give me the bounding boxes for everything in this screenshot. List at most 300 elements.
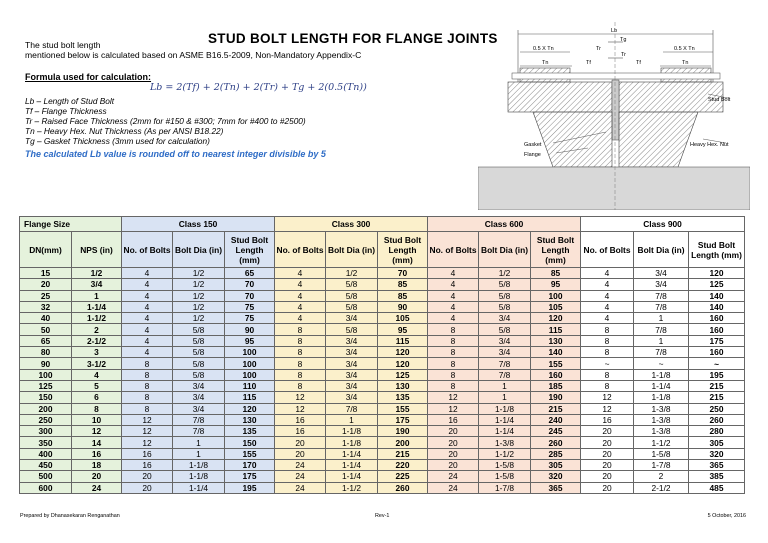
table-row [20,358,745,369]
table-cell: 1/2 [173,290,225,301]
table-cell: 12 [581,392,634,403]
table-cell: 85 [378,279,428,290]
table-cell: 305 [689,437,745,448]
table-cell: 5/8 [173,347,225,358]
table-cell: 5/8 [479,290,531,301]
header-c900-dia: Bolt Dia (in) [634,232,689,268]
table-cell: 25 [20,290,72,301]
label-lb: Lb [611,28,618,34]
label-tr-top: Tr [596,46,601,52]
table-cell: 50 [20,324,72,335]
table-cell: 7/8 [479,369,531,380]
table-body [20,268,745,494]
table-row [20,403,745,414]
flange-joint-diagram [478,22,750,210]
table-cell: 16 [275,414,326,425]
table-cell: 100 [225,358,275,369]
table-cell: 1 [634,313,689,324]
table-cell: 305 [531,460,581,471]
table-cell: 4 [122,268,173,279]
table-cell: 70 [378,268,428,279]
table-cell: 175 [225,471,275,482]
label-half-tn-right: 0.5 X Tn [674,46,695,52]
table-cell: 24 [275,460,326,471]
table-cell: 120 [378,347,428,358]
table-cell: 4 [428,268,479,279]
table-cell: 120 [225,403,275,414]
table-cell: 450 [20,460,72,471]
table-row [20,290,745,301]
table-cell: 135 [225,426,275,437]
table-cell: 115 [531,324,581,335]
table-cell: 4 [428,290,479,301]
table-cell: 16 [122,448,173,459]
table-cell: 260 [378,482,428,493]
table-cell: 5/8 [173,369,225,380]
table-cell: 8 [428,358,479,369]
table-cell: 8 [122,392,173,403]
table-cell: 8 [275,358,326,369]
table-cell: 3/4 [173,403,225,414]
table-cell: 14 [72,437,122,448]
table-cell: 245 [531,426,581,437]
table-cell: 20 [581,437,634,448]
formula-heading: Formula used for calculation: [25,72,152,82]
header-c150-dia: Bolt Dia (in) [173,232,225,268]
table-cell: 160 [689,324,745,335]
table-cell: 5/8 [326,301,378,312]
label-tn-left: Tn [542,60,549,66]
table-cell: 350 [20,437,72,448]
table-cell: 600 [20,482,72,493]
table-cell: 12 [428,392,479,403]
table-cell: 1 [72,290,122,301]
table-cell: 75 [225,301,275,312]
label-tf-left: Tf [586,60,591,66]
table-cell: 4 [581,301,634,312]
table-cell: 240 [531,414,581,425]
definition-tg: Tg – Gasket Thickness (3mm used for calculation) [25,136,210,146]
table-cell: 1/2 [326,268,378,279]
table-cell: 120 [378,358,428,369]
footer-date: 5 October, 2016 [707,513,746,519]
table-cell: 3/4 [326,380,378,391]
table-cell: 4 [581,290,634,301]
table-cell: 4 [581,279,634,290]
table-cell: 8 [581,347,634,358]
table-cell: 190 [378,426,428,437]
label-tg: Tg [620,37,627,43]
header-c150-length: Stud Bolt Length (mm) [225,232,275,268]
header-c900-bolts: No. of Bolts [581,232,634,268]
table-cell: 5/8 [479,279,531,290]
table-cell: 8 [275,324,326,335]
intro-line-1: The stud bolt length [25,40,101,50]
table-row [20,392,745,403]
table-cell: 1/2 [173,313,225,324]
table-cell: 105 [378,313,428,324]
table-cell: 20 [581,426,634,437]
table-cell: 7/8 [634,301,689,312]
table-cell: 7/8 [634,290,689,301]
table-row [20,313,745,324]
table-cell: 2 [634,471,689,482]
table-cell: 105 [531,301,581,312]
table-cell: 8 [275,380,326,391]
table-cell: 500 [20,471,72,482]
table-cell: 215 [689,380,745,391]
table-row [20,279,745,290]
table-cell: 1-3/8 [634,414,689,425]
table-cell: 1 [634,335,689,346]
table-cell: 115 [378,335,428,346]
table-cell: 3/4 [326,358,378,369]
header-c600-bolts: No. of Bolts [428,232,479,268]
table-cell: 300 [20,426,72,437]
table-cell: 8 [275,335,326,346]
label-tr-mid: Tr [621,52,626,58]
table-cell: 215 [689,392,745,403]
table-cell: 220 [378,460,428,471]
table-cell: 1-1/2 [479,448,531,459]
table-cell: 24 [428,471,479,482]
table-row [20,426,745,437]
table-cell: 110 [225,380,275,391]
header-c600-dia: Bolt Dia (in) [479,232,531,268]
table-cell: 3/4 [326,335,378,346]
table-cell: 100 [20,369,72,380]
table-cell: 24 [72,482,122,493]
table-cell: 75 [225,313,275,324]
table-cell: 1-3/8 [634,426,689,437]
header-c300-dia: Bolt Dia (in) [326,232,378,268]
table-cell: 4 [72,369,122,380]
table-cell: 95 [225,335,275,346]
table-cell: 70 [225,279,275,290]
table-cell: 65 [20,335,72,346]
table-cell: 16 [581,414,634,425]
table-cell: 16 [428,414,479,425]
table-cell: 15 [20,268,72,279]
table-cell: 20 [428,460,479,471]
table-row [20,482,745,493]
table-cell: 1/2 [173,279,225,290]
table-cell: 1/2 [173,268,225,279]
table-cell: 1-1/8 [326,437,378,448]
header-c300-length: Stud Bolt Length (mm) [378,232,428,268]
label-tn-right: Tn [682,60,689,66]
table-cell: 280 [689,426,745,437]
table-cell: 8 [275,369,326,380]
definitions [25,96,306,146]
table-cell: 3/4 [326,347,378,358]
table-cell: 5/8 [173,324,225,335]
table-cell: 95 [531,279,581,290]
table-cell: 130 [378,380,428,391]
table-row [20,437,745,448]
table-cell: 215 [378,448,428,459]
table-cell: 200 [20,403,72,414]
table-cell: 100 [225,369,275,380]
table-cell: 4 [581,313,634,324]
label-heavy-hex-nut: Heavy Hex. Nut [690,142,729,148]
table-cell: 200 [378,437,428,448]
table-cell: 5/8 [326,324,378,335]
table-cell: 100 [531,290,581,301]
table-cell: 7/8 [634,324,689,335]
table-cell: 400 [20,448,72,459]
table-cell: 1-7/8 [479,482,531,493]
table-cell: 5/8 [173,358,225,369]
table-cell: 115 [225,392,275,403]
table-cell: 20 [428,426,479,437]
table-cell: 24 [275,482,326,493]
definition-lb: Lb – Length of Stud Bolt [25,96,115,106]
table-cell: 12 [275,403,326,414]
table-cell: 260 [531,437,581,448]
table-cell: 1-5/8 [479,460,531,471]
definition-tf: Tf – Flange Thickness [25,106,107,116]
table-row [20,414,745,425]
table-cell: 8 [122,358,173,369]
rounding-note: The calculated Lb value is rounded off to nearest integer divisible by 5 [25,149,326,159]
table-cell: 20 [275,448,326,459]
formula: Lb = 2(Tf) + 2(Tn) + 2(Tr) + Tg + 2(0.5(Tn)) [150,82,367,93]
table-cell: 155 [378,403,428,414]
table-cell: 16 [275,426,326,437]
table-cell: 20 [581,448,634,459]
table-cell: 175 [689,335,745,346]
table-cell: 1-1/8 [173,471,225,482]
definition-tr: Tr – Raised Face Thickness (2mm for #150 & #300; 7mm for #400 to #2500) [25,116,306,126]
table-cell: 20 [581,460,634,471]
table-cell: 1-1/4 [326,460,378,471]
table-cell: 90 [378,301,428,312]
table-cell: 4 [122,301,173,312]
header-flange-size: Flange Size [20,217,122,232]
table-cell: 1 [173,448,225,459]
table-cell: 4 [122,279,173,290]
table-cell: 250 [689,403,745,414]
header-nps: NPS (in) [72,232,122,268]
table-cell: 7/8 [173,426,225,437]
table-cell: 1-1/8 [173,460,225,471]
table-cell: 90 [20,358,72,369]
table-cell: 7/8 [479,358,531,369]
table-cell: 1-1/8 [634,369,689,380]
table-cell: 1-1/4 [173,482,225,493]
table-cell: 385 [689,471,745,482]
table-cell: 3/4 [326,313,378,324]
table-cell: 250 [20,414,72,425]
table-cell: 170 [225,460,275,471]
table-cell: 24 [275,471,326,482]
table-cell: 20 [275,437,326,448]
table-cell: 3/4 [479,335,531,346]
table-cell: 1-1/4 [326,471,378,482]
table-cell: 85 [378,290,428,301]
table-cell: 5/8 [326,290,378,301]
table-cell: 225 [378,471,428,482]
table-cell: 285 [531,448,581,459]
table-cell: 20 [428,437,479,448]
table-cell: 140 [531,347,581,358]
table-cell: 85 [531,268,581,279]
table-cell: 185 [531,380,581,391]
header-c150-bolts: No. of Bolts [122,232,173,268]
table-cell: 2 [72,324,122,335]
table-cell: 20 [428,448,479,459]
table-cell: 18 [72,460,122,471]
table-cell: 20 [122,471,173,482]
table-cell: 8 [275,347,326,358]
header-class-150: Class 150 [122,217,275,232]
table-row [20,268,745,279]
table-cell: 1-1/4 [634,380,689,391]
table-cell: 20 [122,482,173,493]
table-cell: 4 [122,313,173,324]
table-cell: 160 [531,369,581,380]
table-cell: 40 [20,313,72,324]
table-cell: 3/4 [479,313,531,324]
table-cell: 195 [689,369,745,380]
label-flange: Flange [524,152,541,158]
table-cell: 195 [225,482,275,493]
table-cell: 4 [275,313,326,324]
table-cell: 4 [122,290,173,301]
table-cell: 4 [122,324,173,335]
table-cell: 155 [531,358,581,369]
table-cell: 8 [428,380,479,391]
table-cell: 1-1/4 [72,301,122,312]
header-class-600: Class 600 [428,217,581,232]
table-cell: 1-1/4 [479,426,531,437]
table-cell: 12 [428,403,479,414]
table-cell: 3/4 [634,268,689,279]
table-cell: 8 [428,335,479,346]
table-cell: 8 [122,403,173,414]
table-cell: 140 [689,290,745,301]
table-cell: 80 [20,347,72,358]
header-c600-length: Stud Bolt Length (mm) [531,232,581,268]
table-cell: 3/4 [173,392,225,403]
table-cell: 8 [72,403,122,414]
table-cell: 8 [581,324,634,335]
table-cell: 320 [689,448,745,459]
table-cell: 8 [428,324,479,335]
label-stud-bolt: Stud Bolt [708,97,731,103]
table-cell: 7/8 [173,414,225,425]
header-dn: DN(mm) [20,232,72,268]
table-cell: 65 [225,268,275,279]
table-cell: 3 [72,347,122,358]
table-cell: 150 [225,437,275,448]
table-cell: 120 [531,313,581,324]
table-cell: 175 [378,414,428,425]
table-cell: 365 [689,460,745,471]
table-cell: 12 [122,426,173,437]
table-cell: 1-1/8 [326,426,378,437]
table-cell: 20 [72,471,122,482]
table-cell: ~ [689,358,745,369]
table-cell: 4 [122,347,173,358]
table-cell: 10 [72,414,122,425]
table-cell: 3/4 [326,369,378,380]
table-cell: 1-1/2 [72,313,122,324]
table-cell: 1 [479,380,531,391]
table-cell: 12 [122,414,173,425]
table-cell: 8 [428,347,479,358]
table-cell: 125 [689,279,745,290]
table-row [20,460,745,471]
table-cell: 16 [122,460,173,471]
table-cell: 5 [72,380,122,391]
table-cell: 7/8 [326,403,378,414]
table-cell: 1-7/8 [634,460,689,471]
table-cell: 7/8 [634,347,689,358]
table-cell: 125 [20,380,72,391]
table-cell: 4 [428,313,479,324]
table-cell: 8 [122,369,173,380]
table-row [20,301,745,312]
table-cell: 24 [428,482,479,493]
table-cell: 1/2 [479,268,531,279]
table-cell: 1-5/8 [634,448,689,459]
table-cell: 100 [225,347,275,358]
table-cell: 3/4 [72,279,122,290]
table-cell: 160 [689,347,745,358]
table-cell: 1/2 [72,268,122,279]
table-cell: 120 [689,268,745,279]
stud-bolt-table [19,216,745,494]
table-cell: 90 [225,324,275,335]
table-cell: 2-1/2 [634,482,689,493]
table-cell: 130 [531,335,581,346]
table-cell: 215 [531,403,581,414]
table-cell: 8 [581,335,634,346]
table-cell: 1-1/4 [479,414,531,425]
table-row [20,471,745,482]
table-cell: ~ [634,358,689,369]
table-cell: 5/8 [173,335,225,346]
table-cell: 12 [122,437,173,448]
table-cell: 12 [275,392,326,403]
label-tf-right: Tf [636,60,641,66]
table-cell: 1-1/2 [634,437,689,448]
table-cell: 20 [581,482,634,493]
table-cell: 1 [173,437,225,448]
table-cell: 190 [531,392,581,403]
table-cell: 6 [72,392,122,403]
table-row [20,335,745,346]
table-cell: 2-1/2 [72,335,122,346]
table-cell: 12 [581,403,634,414]
table-cell: 8 [428,369,479,380]
footer-revision: Rev-1 [375,513,390,519]
intro-text [25,40,361,60]
table-cell: 3/4 [479,347,531,358]
table-cell: 3-1/2 [72,358,122,369]
intro-line-2: mentioned below is calculated based on ASME B16.5-2009, Non-Mandatory Appendix-C [25,50,362,60]
label-half-tn-left: 0.5 X Tn [533,46,554,52]
table-cell: 1 [479,392,531,403]
label-gasket: Gasket [524,142,542,148]
table-cell: 95 [378,324,428,335]
table-cell: 70 [225,290,275,301]
table-cell: 130 [225,414,275,425]
table-cell: 140 [689,301,745,312]
table-cell: 12 [72,426,122,437]
